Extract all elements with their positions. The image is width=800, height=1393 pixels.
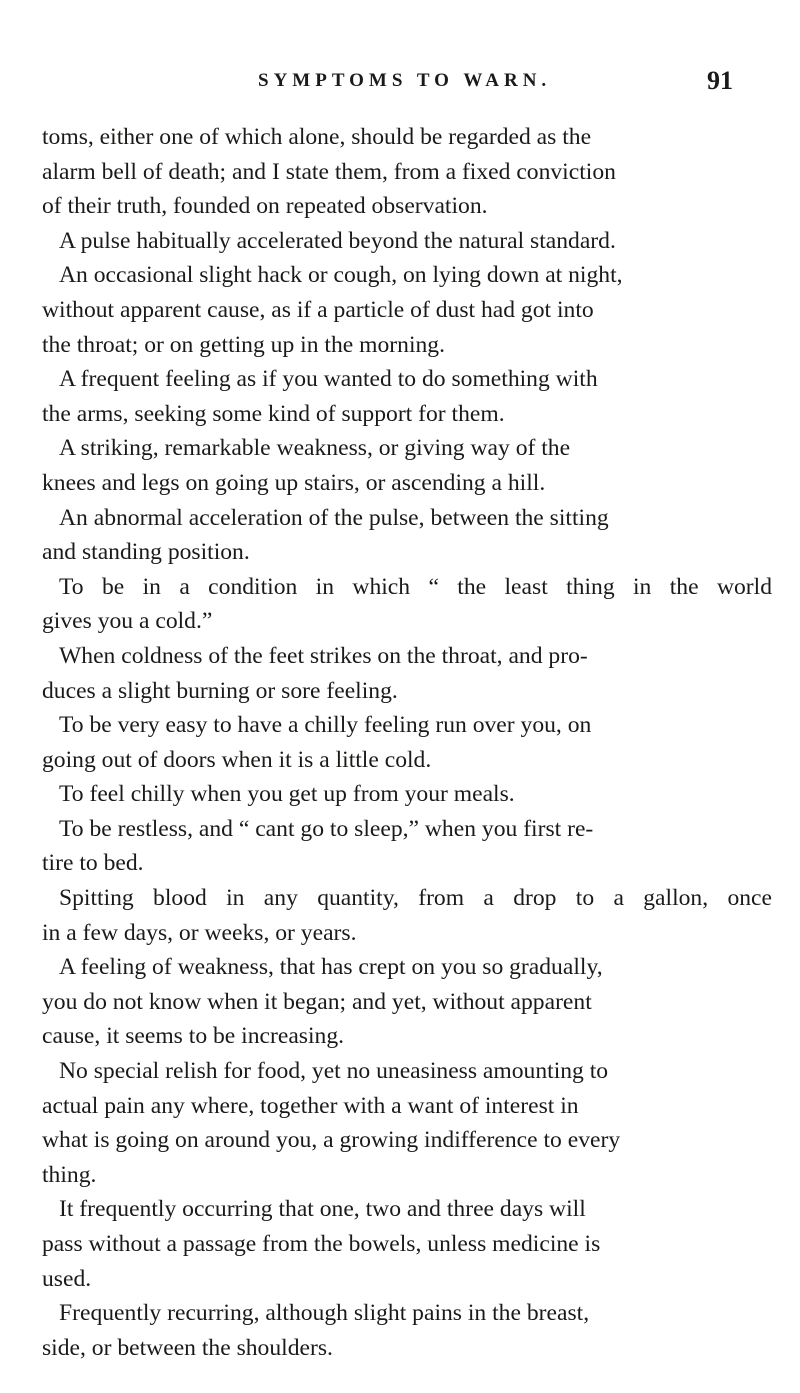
text-line: the arms, seeking some kind of support for them.	[42, 400, 505, 427]
text-line: No special relish for food, yet no uneasiness amounting to	[59, 1058, 609, 1085]
text-line: what is going on around you, a growing indifference to every	[42, 1127, 621, 1154]
body-text	[42, 120, 772, 1365]
text-line: A pulse habitually accelerated beyond the natural standard.	[59, 227, 616, 254]
text-line: the throat; or on getting up in the morning.	[42, 331, 445, 358]
text-line: alarm bell of death; and I state them, from a fixed conviction	[42, 158, 616, 185]
text-line: knees and legs on going up stairs, or ascending a hill.	[42, 469, 546, 496]
text-line: A frequent feeling as if you wanted to do something with	[59, 366, 598, 393]
running-head-title: SYMPTOMS TO WARN.	[258, 70, 552, 91]
text-line: To be restless, and “ cant go to sleep,” when you first re-	[59, 815, 594, 842]
text-line: To be very easy to have a chilly feeling run over you, on	[59, 712, 592, 739]
text-line: of their truth, founded on repeated observation.	[42, 193, 488, 220]
text-line: A feeling of weakness, that has crept on you so gradually,	[59, 954, 603, 981]
text-line: A striking, remarkable weakness, or giving way of the	[59, 435, 571, 462]
text-line: pass without a passage from the bowels, unless medicine is	[42, 1231, 601, 1257]
text-line: When coldness of the feet strikes on the throat, and pro-	[59, 642, 588, 669]
text-line: An occasional slight hack or cough, on lying down at night,	[59, 262, 623, 289]
text-line: toms, either one of which alone, should be regarded as the	[42, 124, 592, 150]
text-line: in a few days, or weeks, or years.	[42, 919, 357, 946]
text-line: gives you a cold.”	[42, 608, 213, 635]
text-line: without apparent cause, as if a particle of dust had got into	[42, 296, 594, 323]
text-line: tire to bed.	[42, 850, 144, 877]
text-line: Frequently recurring, although slight pains in the breast,	[59, 1300, 590, 1327]
page-number: 91	[707, 66, 733, 95]
text-line: To feel chilly when you get up from your meals.	[59, 781, 515, 808]
text-line: actual pain any where, together with a want of interest in	[42, 1092, 579, 1119]
text-line: side, or between the shoulders.	[42, 1334, 333, 1361]
text-line: and standing position.	[42, 539, 250, 566]
text-line: thing.	[42, 1161, 97, 1188]
text-line: going out of doors when it is a little cold.	[42, 746, 432, 773]
text-line: To be in a condition in which “ the least thing in the world	[59, 573, 772, 600]
text-line: It frequently occurring that one, two and three days will	[59, 1196, 586, 1223]
text-line: Spitting blood in any quantity, from a drop to a gallon, once	[59, 885, 772, 912]
text-line: An abnormal acceleration of the pulse, between the sitting	[59, 504, 609, 531]
text-line: used.	[42, 1265, 92, 1292]
text-line: you do not know when it began; and yet, without apparent	[42, 988, 592, 1015]
text-line: duces a slight burning or sore feeling.	[42, 677, 398, 704]
text-line: cause, it seems to be increasing.	[42, 1023, 345, 1050]
